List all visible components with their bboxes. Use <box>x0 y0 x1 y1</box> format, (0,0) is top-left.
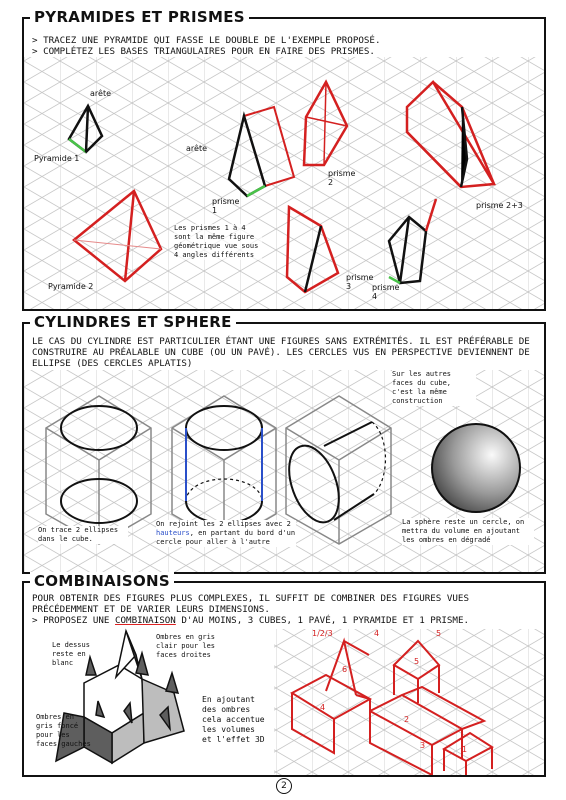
num-label-4: 6 <box>342 665 348 674</box>
num-label-1: 1/2/3 <box>312 629 333 638</box>
panel-cylindres <box>22 322 546 574</box>
note-rejoint-c: , en partant du bord d'un cercle pour aller à l'autre <box>156 529 296 546</box>
num-label-9: 1 <box>462 745 468 754</box>
num-label-8: 2 <box>404 715 410 724</box>
num-label-6: 4 <box>320 703 326 712</box>
note-sphere: La sphère reste un cercle, on mettra du volume en ajoutant les ombres en dégradé <box>402 518 534 545</box>
num-label-5: 5 <box>414 657 420 666</box>
pyramides-instruction-1: > TRACEZ UNE PYRAMIDE QUI FASSE LE DOUBLE DE L'EXEMPLE PROPOSÉ. <box>32 35 381 46</box>
pyramides-drawing <box>24 19 544 309</box>
task-part-b: COMBINAISON <box>114 615 176 626</box>
panel-pyramides <box>22 17 546 311</box>
note-ombres-gris-clair: Ombres en gris clair pour les faces droites <box>156 633 216 659</box>
label-prisme-23: prisme 2+3 <box>476 201 523 210</box>
sphere <box>432 424 520 512</box>
note-ellipses: On trace 2 ellipses dans le cube. <box>38 526 128 544</box>
task-part-a: > PROPOSEZ UNE <box>32 615 115 626</box>
note-rejoint-a: On rejoint les 2 ellipses avec 2 <box>156 520 291 528</box>
task-part-c: D'AU MOINS, 3 CUBES, 1 PAVÉ, 1 PYRAMIDE ET 1 PRISME. <box>175 615 470 626</box>
panel-combinaisons <box>22 581 546 777</box>
note-ombres-gris-fonce: Ombres en gris foncé pour les faces gauches <box>36 713 91 748</box>
num-label-2: 4 <box>374 629 380 638</box>
num-label-7: 3 <box>420 741 426 750</box>
section-title-cylindres: CYLINDRES ET SPHERE <box>30 313 236 331</box>
note-faces: Sur les autres faces du cube, c'est la même construction <box>392 370 476 406</box>
section-title-pyramides: PYRAMIDES ET PRISMES <box>30 8 249 26</box>
note-dessus: Le dessus reste en blanc <box>52 641 90 667</box>
page-number: 2 <box>276 778 292 794</box>
cylindres-intro: LE CAS DU CYLINDRE EST PARTICULIER ÉTANT UNE FIGURES SANS EXTRÉMITÉS. IL EST PRÉFÉRABLE DE CONSTRUIRE AU PRÉALABLE UN CUBE (OU UN PAVÉ). LES CERCLES VUS EN PERSPECTIVE DEVIENNENT DE ELLIPSE (DES CERCLES APLATIS) <box>32 336 530 369</box>
label-prisme-3: prisme 3 <box>346 273 374 291</box>
combinaisons-task <box>32 615 538 626</box>
label-pyramide-2: Pyramide 2 <box>48 282 94 291</box>
note-rejoint-hauteurs: hauteurs <box>156 529 190 537</box>
num-label-3: 5 <box>436 629 442 638</box>
label-arete-1: arête <box>90 89 111 98</box>
note-prismes: Les prismes 1 à 4 sont la même figure géométrique vue sous 4 angles différents <box>174 224 262 260</box>
label-arete-2: arête <box>186 144 207 153</box>
note-ajoutant: En ajoutant des ombres cela accentue les volumes et l'effet 3D <box>202 695 265 744</box>
pyramides-instruction-2: > COMPLÉTEZ LES BASES TRIANGULAIRES POUR EN FAIRE DES PRISMES. <box>32 46 375 57</box>
label-pyramide-1: Pyramide 1 <box>34 154 80 163</box>
label-prisme-1: prisme 1 <box>212 197 240 215</box>
label-prisme-4: prisme 4 <box>372 283 400 301</box>
section-title-combinaisons: COMBINAISONS <box>30 572 174 590</box>
combinaisons-intro: POUR OBTENIR DES FIGURES PLUS COMPLEXES, IL SUFFIT DE COMBINER DES FIGURES VUES PRÉCÉDEMMENT ET DE VARIER LEURS DIMENSIONS. <box>32 593 469 615</box>
label-prisme-2: prisme 2 <box>328 169 356 187</box>
note-rejoint <box>156 520 296 547</box>
